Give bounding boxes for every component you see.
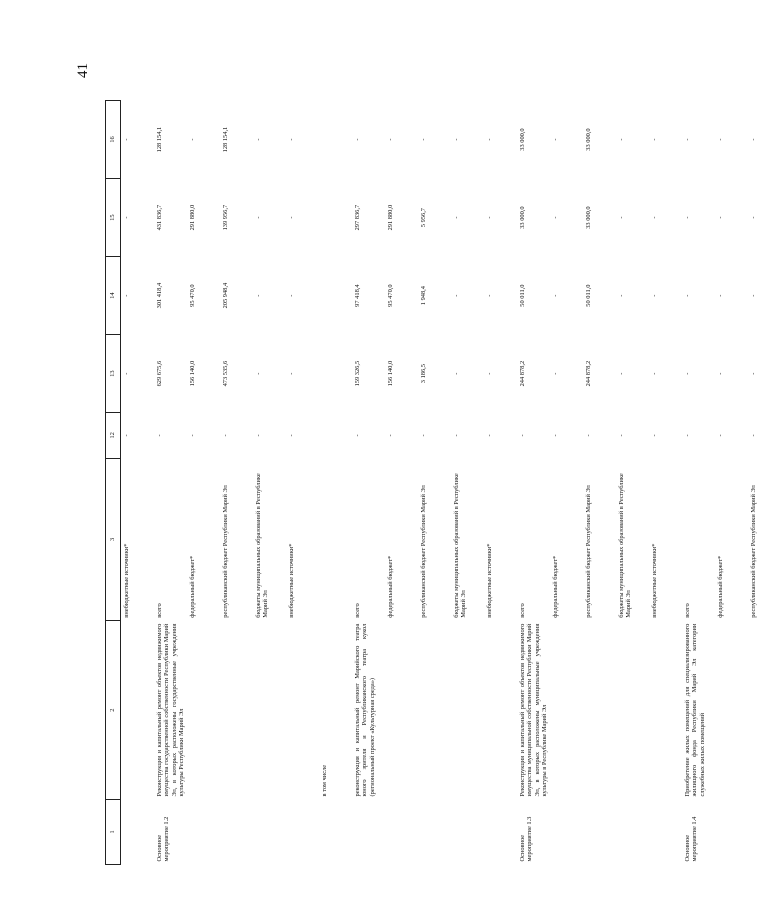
table-cell: - [288, 138, 295, 141]
table-cell [319, 257, 352, 335]
table-cell: - [123, 434, 130, 437]
table-cell: всего [519, 603, 526, 618]
table-cell: 33 000,0 [519, 206, 526, 229]
table-cell: Реконструкция и капитальный ремонт объектов недвижимого имущества государственной собственности Республики Марий Эл, в которых расположены государственные учреждения культуры Республики Марий Эл [156, 623, 186, 797]
table-cell: - [486, 294, 493, 297]
table-cell: - [288, 216, 295, 219]
header-cell: 12 [106, 413, 121, 459]
table-row [319, 101, 352, 865]
table-cell: - [651, 372, 658, 375]
table-cell: 33 000,0 [585, 206, 592, 229]
table-cell: - [288, 434, 295, 437]
table-cell: - [387, 138, 394, 141]
table-cell: федеральный бюджет* [189, 555, 196, 618]
table-cell: - [750, 216, 757, 219]
table-cell: - [123, 372, 130, 375]
table-cell: 291 880,0 [189, 204, 196, 231]
table-cell: - [288, 294, 295, 297]
table-cell [253, 621, 286, 800]
table-cell: республиканский бюджет Республики Марий Эл [750, 485, 757, 618]
table-row [385, 101, 418, 865]
table-cell: - [123, 216, 130, 219]
table-cell: - [255, 434, 262, 437]
header-cell: 3 [106, 458, 121, 621]
table-header-row [106, 101, 121, 865]
table-cell: - [255, 138, 262, 141]
table-row [550, 101, 583, 865]
table-cell: Приобретение жилых помещений для специализированного жилищного фонда Республики Марий Эл категории служебных жилых помещений [684, 623, 706, 797]
table-cell [286, 799, 319, 864]
table-cell: 159 326,5 [354, 360, 361, 387]
table-cell: - [750, 294, 757, 297]
table-row [121, 101, 155, 865]
table-cell: - [123, 138, 130, 141]
table-cell: внебюджетные источники* [486, 543, 493, 618]
table-cell: - [552, 434, 559, 437]
table-cell: - [750, 372, 757, 375]
table-row [583, 101, 616, 865]
table-row [682, 101, 715, 865]
table-cell: - [354, 138, 361, 141]
table-cell: - [123, 294, 130, 297]
table-cell: республиканский бюджет Республики Марий Эл [420, 485, 427, 618]
table-cell [715, 621, 748, 800]
table-cell: Основное мероприятие 1.2 [156, 816, 171, 862]
table-cell [484, 799, 517, 864]
funding-table [105, 100, 781, 865]
table-row [715, 101, 748, 865]
table-cell: 1 948,4 [420, 286, 427, 306]
table-cell: бюджеты муниципальных образований в Республике Марий Эл [618, 473, 633, 618]
table-cell [649, 621, 682, 800]
table-cell [319, 458, 352, 621]
header-cell: 15 [106, 179, 121, 257]
table-row [187, 101, 220, 865]
table-cell: - [288, 372, 295, 375]
table-cell: - [420, 434, 427, 437]
table-cell: - [552, 216, 559, 219]
table-cell [121, 799, 155, 864]
table-cell: - [519, 434, 526, 437]
table-cell: 95 470,0 [189, 284, 196, 307]
table-cell: 50 011,0 [585, 284, 592, 307]
table-cell: - [453, 372, 460, 375]
table-cell: - [618, 372, 625, 375]
table-cell [418, 799, 451, 864]
table-cell: - [651, 434, 658, 437]
table-cell [352, 799, 385, 864]
table-cell [748, 621, 781, 800]
header-cell: 14 [106, 257, 121, 335]
table-row [220, 101, 253, 865]
table-cell: 291 880,0 [387, 204, 394, 231]
table-cell: Основное мероприятие 1.3 [519, 816, 534, 862]
table-row [517, 101, 550, 865]
table-cell: федеральный бюджет* [717, 555, 724, 618]
table-row [286, 101, 319, 865]
table-cell [715, 799, 748, 864]
table-cell: - [684, 294, 691, 297]
table-cell [418, 621, 451, 800]
table-cell: - [618, 294, 625, 297]
table-cell: всего [684, 603, 691, 618]
table-row [748, 101, 781, 865]
table-cell [319, 335, 352, 413]
table-cell: - [717, 138, 724, 141]
table-cell: 431 836,7 [156, 204, 163, 231]
table-cell: 33 000,0 [585, 128, 592, 151]
table-cell: - [189, 434, 196, 437]
table-cell [385, 621, 418, 800]
table-cell [319, 179, 352, 257]
table-cell [616, 799, 649, 864]
table-cell: - [717, 434, 724, 437]
table-cell: 629 675,6 [156, 360, 163, 387]
table-cell: - [552, 138, 559, 141]
table-cell: - [387, 434, 394, 437]
table-cell: - [585, 434, 592, 437]
table-cell: федеральный бюджет* [387, 555, 394, 618]
table-cell: 95 470,0 [387, 284, 394, 307]
table-cell: - [651, 216, 658, 219]
table-body [121, 101, 781, 865]
table-cell: - [222, 434, 229, 437]
table-cell: 156 140,0 [387, 360, 394, 387]
table-cell: - [255, 372, 262, 375]
table-cell: - [189, 138, 196, 141]
table-cell: республиканский бюджет Республики Марий Эл [585, 485, 592, 618]
table-cell [451, 621, 484, 800]
table-cell [583, 799, 616, 864]
table-cell [583, 621, 616, 800]
table-cell: - [684, 216, 691, 219]
table-cell: - [717, 294, 724, 297]
table-cell: 128 154,1 [222, 126, 229, 153]
table-row [352, 101, 385, 865]
table-cell [649, 799, 682, 864]
table-row [616, 101, 649, 865]
table-row [154, 101, 187, 865]
table-cell: в том числе [321, 764, 328, 797]
table-cell [319, 799, 352, 864]
table-cell: 5 956,7 [420, 208, 427, 228]
table-cell [253, 799, 286, 864]
table-cell: федеральный бюджет* [552, 555, 559, 618]
table-cell: - [453, 138, 460, 141]
table-cell [385, 799, 418, 864]
table-cell: 97 418,4 [354, 284, 361, 307]
table-cell: 205 948,4 [222, 282, 229, 309]
table-cell: 3 186,5 [420, 364, 427, 384]
table-row [253, 101, 286, 865]
table-cell: - [420, 138, 427, 141]
table-cell: - [552, 294, 559, 297]
table-cell: Основное мероприятие 1.4 [684, 816, 699, 862]
table-cell: 244 878,2 [519, 360, 526, 387]
table-cell: 33 000,0 [519, 128, 526, 151]
table-cell: - [651, 294, 658, 297]
table-cell: - [750, 138, 757, 141]
table-cell: - [717, 216, 724, 219]
table-cell [319, 413, 352, 459]
table-cell: - [486, 138, 493, 141]
table-row [418, 101, 451, 865]
table-cell: бюджеты муниципальных образований в Республике Марий Эл [255, 473, 270, 618]
table-cell [319, 101, 352, 179]
table-cell: 139 956,7 [222, 204, 229, 231]
table-cell: - [354, 434, 361, 437]
table-cell: - [453, 294, 460, 297]
table-cell: 473 535,6 [222, 360, 229, 387]
header-cell: 13 [106, 335, 121, 413]
table-cell [121, 621, 155, 800]
table-cell: - [618, 434, 625, 437]
table-cell: - [486, 216, 493, 219]
table-cell: - [750, 434, 757, 437]
header-cell: 2 [106, 621, 121, 800]
table-cell [220, 621, 253, 800]
table-cell: 128 154,1 [156, 126, 163, 153]
rotated-table-container [105, 100, 757, 865]
table-cell: 50 011,0 [519, 284, 526, 307]
table-cell: - [486, 372, 493, 375]
table-cell: - [453, 216, 460, 219]
table-cell: - [684, 372, 691, 375]
table-row [649, 101, 682, 865]
table-cell: - [684, 138, 691, 141]
page-number: 41 [75, 63, 91, 78]
table-cell [187, 799, 220, 864]
table-cell [748, 799, 781, 864]
table-cell [220, 799, 253, 864]
table-row [451, 101, 484, 865]
table-cell: республиканский бюджет Республики Марий Эл [222, 485, 229, 618]
table-cell: внебюджетные источники* [123, 543, 130, 618]
table-cell: - [717, 372, 724, 375]
table-cell: - [684, 434, 691, 437]
table-cell: Реконструкция и капитальный ремонт объектов недвижимого имущества муниципальной собственности Республики Марий Эл, в которых расположены муниципальные учреждения культуры в Республике Марий Эл [519, 623, 549, 797]
table-cell: 297 836,7 [354, 204, 361, 231]
table-cell [187, 621, 220, 800]
table-cell [286, 621, 319, 800]
table-cell: 244 878,2 [585, 360, 592, 387]
table-cell: - [552, 372, 559, 375]
table-row [484, 101, 517, 865]
table-cell: - [651, 138, 658, 141]
table-cell [451, 799, 484, 864]
table-cell [550, 799, 583, 864]
table-cell: - [618, 138, 625, 141]
table-cell: - [453, 434, 460, 437]
table-cell: 156 140,0 [189, 360, 196, 387]
header-cell: 16 [106, 101, 121, 179]
table-cell: внебюджетные источники* [651, 543, 658, 618]
table-cell [550, 621, 583, 800]
table-cell: - [618, 216, 625, 219]
table-cell: реконструкция и капитальный ремонт Марийского театра юного зрителя и Республиканского театра кукол (региональный проект «Культурная среда») [354, 623, 376, 797]
table-cell: всего [354, 603, 361, 618]
table-cell [616, 621, 649, 800]
table-cell: - [156, 434, 163, 437]
header-cell: 1 [106, 799, 121, 864]
table-cell: бюджеты муниципальных образований в Республике Марий Эл [453, 473, 468, 618]
table-cell: 301 418,4 [156, 282, 163, 309]
table-cell: внебюджетные источники* [288, 543, 295, 618]
table-cell: - [255, 294, 262, 297]
table-cell [484, 621, 517, 800]
table-cell: - [486, 434, 493, 437]
table-cell: всего [156, 603, 163, 618]
table-cell: - [255, 216, 262, 219]
